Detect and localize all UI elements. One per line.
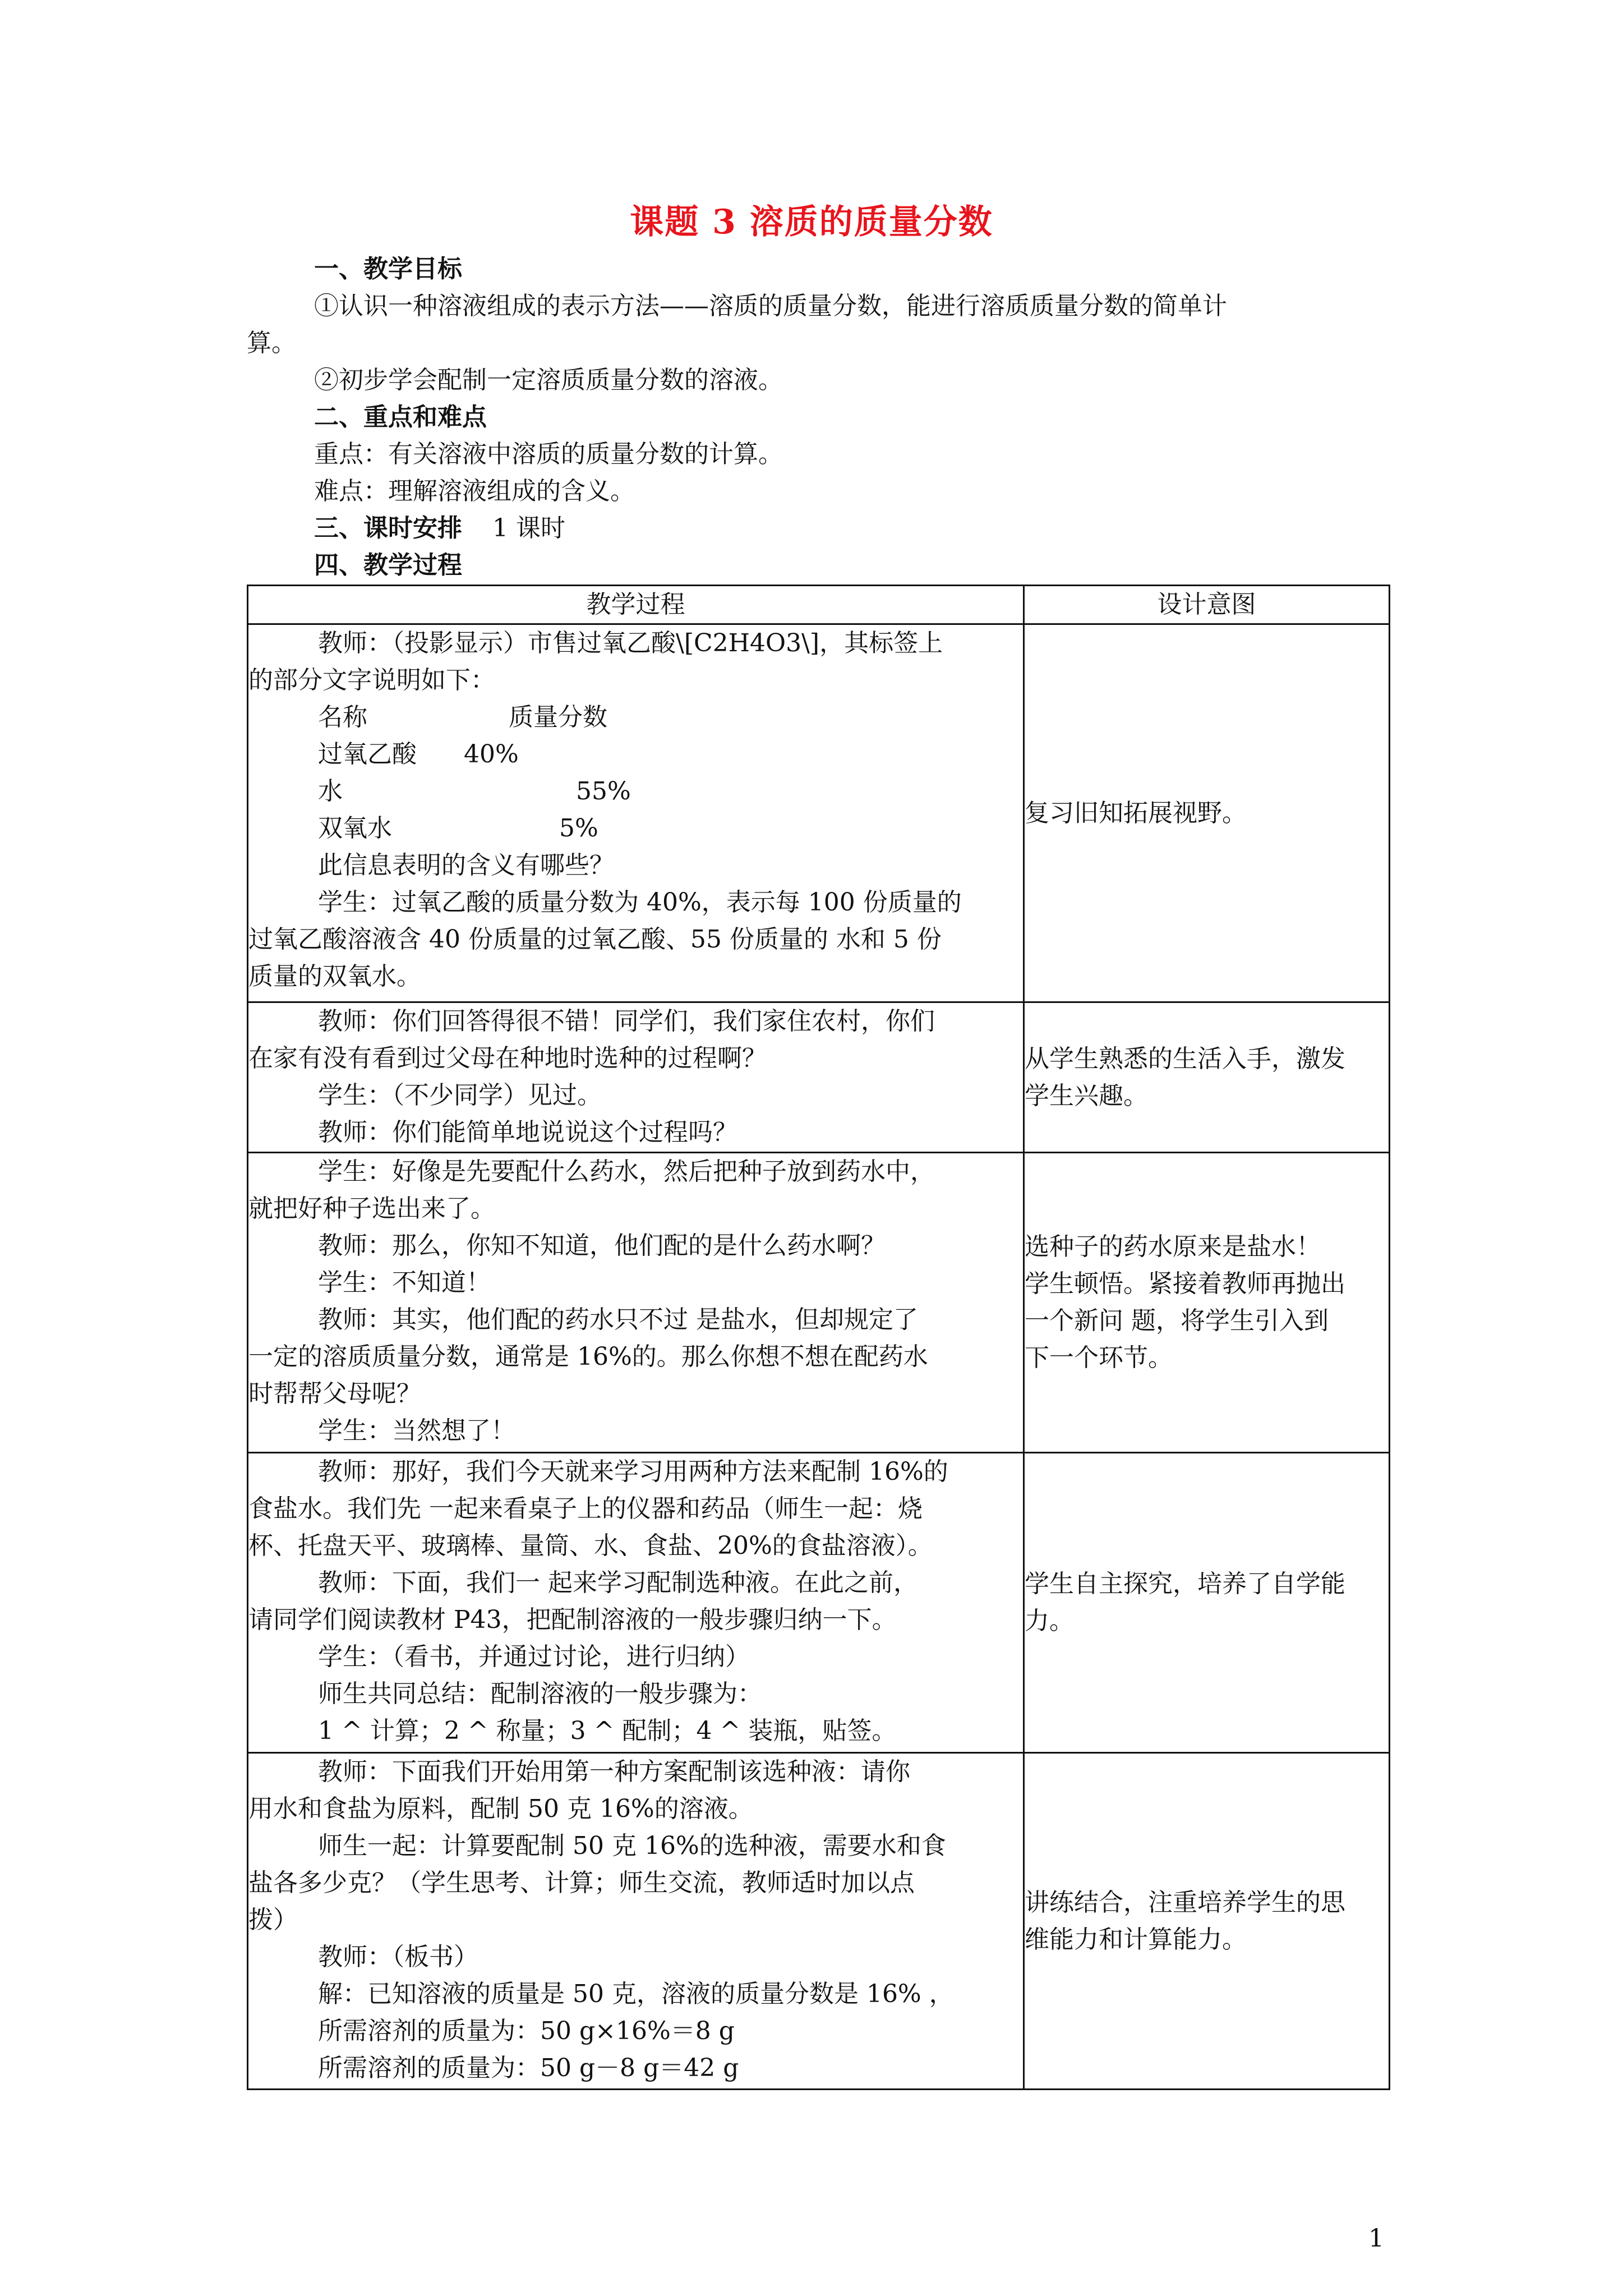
process-line: 在家有没有看到过父母在种地时选种的过程啊？ [248, 1044, 767, 1073]
intent-cell [1024, 1153, 1390, 1453]
label-header-line [248, 699, 1023, 736]
process-line: 教师：其实，他们配的药水只不过 是盐水，但却规定了 [318, 1305, 918, 1334]
process-line: 教师：你们回答得很不错！同学们，我们家住农村，你们 [318, 1007, 935, 1036]
process-line: 教师：那好，我们今天就来学习用两种方法来配制 16%的 [318, 1457, 948, 1486]
process-line: 解：已知溶液的质量是 50 克，溶液的质量分数是 16% ， [318, 1980, 954, 2008]
process-line: 用水和食盐为原料，配制 50 克 16%的溶液。 [248, 1795, 753, 1823]
table-row [248, 1153, 1390, 1453]
header-process: 教学过程 [248, 586, 1024, 624]
intent-line: 学生兴趣。 [1025, 1081, 1148, 1110]
intent-line: 学生顿悟。紧接着教师再抛出 [1025, 1269, 1345, 1298]
intent-cell [1024, 1753, 1390, 2090]
intent-line: 学生自主探究，培养了自学能 [1025, 1570, 1345, 1598]
table-row [248, 1002, 1390, 1153]
objective-1-line-1: ①认识一种溶液组成的表示方法——溶质的质量分数，能进行溶质质量分数的简单计 [314, 292, 1227, 320]
intent-line: 讲练结合，注重培养学生的思 [1025, 1888, 1345, 1917]
key-point: 重点：有关溶液中溶质的质量分数的计算。 [314, 440, 783, 468]
process-line: 质量的双氧水。 [248, 962, 421, 991]
process-line: 学生：过氧乙酸的质量分数为 40%，表示每 100 份质量的 [318, 888, 962, 917]
intent-cell [1024, 1453, 1390, 1753]
process-line: 教师：那么，你知不知道，他们配的是什么药水啊？ [318, 1231, 886, 1260]
process-line: 一定的溶质质量分数，通常是 16%的。那么你想不想在配药水 [248, 1342, 928, 1371]
label-item-name: 过氧乙酸 [318, 740, 417, 769]
process-line: 拨） [248, 1906, 298, 1934]
difficult-point: 难点：理解溶液组成的含义。 [314, 477, 635, 505]
process-line: 过氧乙酸溶液含 40 份质量的过氧乙酸、55 份质量的 水和 5 份 [248, 925, 942, 954]
label-item-line [248, 773, 1023, 810]
process-line: 所需溶剂的质量为：50 g×16%＝8 g [318, 2017, 735, 2045]
table-row [248, 1453, 1390, 1753]
label-name-header: 名称 [318, 703, 367, 731]
objective-2: ②初步学会配制一定溶质质量分数的溶液。 [314, 366, 783, 394]
lesson-table [247, 585, 1390, 2090]
process-cell [248, 1753, 1024, 2090]
process-line: 此信息表明的含义有哪些？ [318, 851, 614, 880]
process-line: 1 ^ 计算；2 ^ 称量；3 ^ 配制；4 ^ 装瓶，贴签。 [318, 1717, 897, 1745]
process-line: 师生一起：计算要配制 50 克 16%的选种液，需要水和食 [318, 1832, 946, 1860]
page-title: 课题 3 溶质的质量分数 [630, 203, 993, 242]
process-line: 学生：（不少同学）见过。 [318, 1081, 602, 1110]
intent-cell [1024, 624, 1390, 1002]
process-cell [248, 1453, 1024, 1753]
label-item-value: 55% [576, 777, 631, 806]
process-line: 所需溶剂的质量为：50 g－8 g＝42 g [318, 2054, 739, 2082]
intent-line: 从学生熟悉的生活入手，激发 [1025, 1044, 1345, 1073]
section-3-heading: 三、课时安排 [314, 514, 462, 542]
intent-line: 下一个环节。 [1025, 1343, 1173, 1372]
process-line: 教师：下面我们开始用第一种方案配制该选种液：请你 [318, 1757, 910, 1786]
process-line: 教师：（板书） [318, 1943, 478, 1971]
header-intent: 设计意图 [1024, 586, 1390, 624]
label-item-value: 5% [559, 814, 598, 843]
process-line: 学生：不知道！ [318, 1268, 491, 1297]
process-line: 时帮帮父母呢？ [248, 1379, 421, 1408]
table-row [248, 624, 1390, 1002]
intent-line: 选种子的药水原来是盐水！ [1025, 1232, 1321, 1261]
label-item-name: 水 [318, 777, 343, 806]
process-line: 食盐水。我们先 一起来看桌子上的仪器和药品（师生一起：烧 [248, 1494, 923, 1523]
process-cell [248, 1002, 1024, 1153]
process-cell [248, 624, 1024, 1002]
schedule-line [314, 510, 565, 547]
intent-line: 力。 [1025, 1607, 1074, 1635]
process-line: 师生共同总结：配制溶液的一般步骤为： [318, 1680, 762, 1708]
section-4-heading: 四、教学过程 [314, 551, 462, 579]
label-item-line [248, 810, 1023, 847]
intent-line: 一个新问 题，将学生引入到 [1025, 1306, 1329, 1335]
section-2-heading: 二、重点和难点 [314, 403, 487, 431]
process-line: 学生：（看书，并通过讨论，进行归纳） [318, 1642, 750, 1671]
process-line: 就把好种子选出来了。 [248, 1194, 495, 1223]
label-item-name: 双氧水 [318, 814, 392, 843]
label-item-line [248, 736, 1023, 773]
intent-line: 维能力和计算能力。 [1025, 1925, 1247, 1954]
schedule-value: 1 课时 [492, 514, 565, 542]
process-line: 教师：下面，我们一 起来学习配制选种液。在此之前， [318, 1568, 918, 1597]
process-line: 教师：（投影显示）市售过氧乙酸\[C2H4O3\]，其标签上 [318, 629, 943, 657]
section-1-heading: 一、教学目标 [314, 255, 462, 283]
process-line: 的部分文字说明如下： [248, 666, 495, 694]
process-line: 教师：你们能简单地说说这个过程吗？ [318, 1118, 737, 1147]
label-fraction-header: 质量分数 [509, 703, 607, 731]
table-header-row [248, 586, 1390, 624]
intent-cell [1024, 1002, 1390, 1153]
page-number: 1 [1368, 2224, 1384, 2253]
process-line: 盐各多少克？（学生思考、计算；师生交流，教师适时加以点 [248, 1869, 915, 1897]
process-cell [248, 1153, 1024, 1453]
table-row [248, 1753, 1390, 2090]
label-item-value: 40% [464, 740, 519, 769]
process-line: 杯、托盘天平、玻璃棒、量筒、水、食盐、20%的食盐溶液）。 [248, 1531, 933, 1560]
objective-1-line-2: 算。 [247, 329, 296, 357]
process-line: 学生：当然想了！ [318, 1416, 515, 1445]
intent-line: 复习旧知拓展视野。 [1025, 798, 1247, 827]
process-line: 学生：好像是先要配什么药水，然后把种子放到药水中， [318, 1157, 935, 1186]
process-line: 请同学们阅读教材 P43，把配制溶液的一般步骤归纳一下。 [248, 1605, 897, 1634]
